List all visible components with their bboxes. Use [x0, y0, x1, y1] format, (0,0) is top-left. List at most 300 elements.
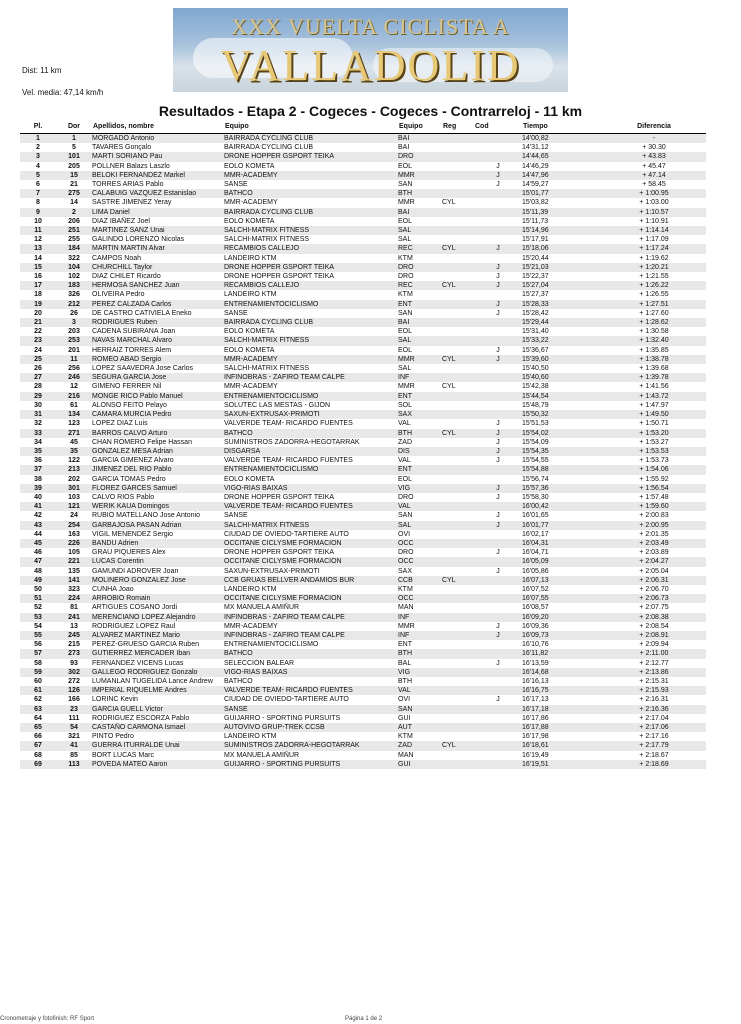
cell-position: 1 — [20, 134, 56, 144]
cell-team: GUIJARRO - SPORTING PURSUITS — [224, 760, 398, 769]
cell-rider-name: CHURCHILL Taylor — [92, 263, 224, 272]
cell-position: 16 — [34, 273, 42, 281]
cell-position: 10 — [34, 217, 42, 225]
table-row — [20, 300, 706, 309]
cell-time: 15'18,06 — [522, 244, 602, 253]
average-speed: Vel. media: 47,14 km/h — [22, 88, 104, 97]
cell-bib: 301 — [56, 484, 92, 493]
cell-team: VALVERDE TEAM- RICARDO FUENTES — [224, 686, 398, 695]
cell-time: 15'56,74 — [522, 475, 549, 483]
cell-team: EOLO KOMETA — [224, 162, 275, 170]
cell-code: J — [474, 171, 522, 180]
cell-position: 26 — [34, 365, 42, 373]
cell-position: 67 — [20, 741, 56, 750]
cell-position: 18 — [34, 291, 42, 299]
cell-bib: 213 — [56, 465, 92, 474]
table-row — [20, 475, 706, 484]
cell-bib: 326 — [68, 291, 80, 299]
cell-team-code: VAL — [398, 457, 411, 465]
cell-region — [442, 254, 474, 263]
cell-team-code: MMR — [398, 383, 415, 391]
cell-position: 42 — [34, 512, 42, 520]
cell-bib: 321 — [68, 733, 80, 741]
cell-rider-name: SEGURA GARCIA Jose — [92, 373, 224, 382]
cell-time: 16'17,18 — [522, 705, 602, 714]
cell-team-code: BTH — [398, 677, 412, 685]
cell-time: 15'11,39 — [522, 208, 602, 217]
cell-code — [474, 640, 522, 649]
cell-rider-name: MORGADO Antonio — [92, 134, 224, 144]
cell-team: MMR-ACADEMY — [224, 383, 278, 391]
cell-region — [442, 465, 474, 474]
cell-time: 15'33,22 — [522, 336, 602, 345]
cell-time: 15'27,04 — [522, 281, 602, 290]
cell-region — [442, 530, 474, 539]
col-header-team: Equipo — [224, 121, 398, 134]
cell-time: 16'14,68 — [522, 668, 602, 677]
table-row — [20, 695, 706, 704]
cell-team-code: MMR — [398, 622, 415, 630]
cell-bib: 184 — [56, 244, 92, 253]
cell-team-code: KTM — [398, 291, 413, 299]
cell-team: BAIRRADA CYCLING CLUB — [224, 144, 314, 152]
cell-gap: + 2:07.75 — [639, 604, 669, 612]
table-row — [20, 539, 706, 548]
cell-code — [474, 649, 522, 658]
cell-position: 50 — [34, 585, 42, 593]
cell-gap: + 2:16.31 — [639, 696, 669, 704]
cell-time: 15'57,36 — [522, 484, 602, 493]
cell-team-code: ENT — [398, 641, 412, 649]
cell-bib: 104 — [56, 263, 92, 272]
cell-bib: 203 — [68, 328, 80, 336]
table-row — [20, 686, 706, 695]
cell-time: 14'00,82 — [522, 134, 602, 144]
cell-time: 15'54,88 — [522, 465, 602, 474]
cell-time: 15'40,50 — [522, 365, 549, 373]
cell-code: J — [496, 273, 500, 281]
cell-team-code: SAL — [398, 226, 442, 235]
col-header-name: Apellidos, nombre — [92, 121, 224, 134]
cell-rider-name: RODRIGUEZ ESCORZA Pablo — [92, 714, 190, 722]
cell-bib: 45 — [70, 438, 78, 446]
cell-code: J — [496, 438, 500, 446]
cell-rider-name: GIMENO FERRER Nil — [92, 383, 162, 391]
cell-gap: + 1:26.22 — [602, 281, 706, 290]
cell-bib: 24 — [70, 512, 78, 520]
table-row — [20, 622, 706, 631]
cell-rider-name: DE CASTRO CATIVIELA Eneko — [92, 309, 192, 317]
cell-bib: 123 — [68, 420, 80, 428]
cell-position: 59 — [20, 668, 56, 677]
cell-team: BATHCO — [224, 429, 398, 438]
cell-team-code: DRO — [398, 549, 414, 557]
cell-time: 15'54,02 — [522, 429, 602, 438]
table-row — [20, 751, 706, 760]
cell-bib: 166 — [68, 696, 80, 704]
cell-region — [442, 548, 474, 557]
cell-rider-name: LOPEZ SAAVEDRA Jose Carlos — [92, 365, 194, 373]
cell-code — [474, 613, 522, 622]
cell-bib: 323 — [68, 585, 80, 593]
cell-gap: + 2:17.06 — [602, 723, 706, 732]
cell-position: 35 — [20, 447, 56, 456]
cell-region — [442, 521, 474, 530]
cell-code — [474, 392, 522, 401]
cell-rider-name: ALONSO FEITO Pelayo — [92, 401, 167, 409]
cell-gap: + 58.45 — [642, 181, 666, 189]
cell-position: 63 — [20, 705, 56, 714]
cell-gap: + 2:18.67 — [639, 751, 669, 759]
cell-region — [442, 723, 474, 732]
cell-region — [442, 484, 474, 493]
cell-bib: 12 — [70, 383, 78, 391]
cell-position: 8 — [36, 199, 40, 207]
cell-bib: 141 — [56, 576, 92, 585]
cell-rider-name: FERNANDEZ VICENS Lucas — [92, 659, 184, 667]
cell-code: J — [496, 493, 500, 501]
cell-bib: 93 — [70, 659, 78, 667]
cell-region — [442, 263, 474, 272]
cell-team-code: KTM — [398, 585, 413, 593]
cell-position: 2 — [36, 144, 40, 152]
cell-region — [442, 649, 474, 658]
cell-position: 47 — [20, 557, 56, 566]
cell-bib: 245 — [56, 631, 92, 640]
cell-rider-name: MARTI SORIANO Pau — [92, 152, 224, 161]
cell-time: 15'39,60 — [522, 355, 602, 364]
cell-position: 64 — [34, 714, 42, 722]
cell-code — [474, 714, 522, 723]
cell-rider-name: ARROBIO Romain — [92, 594, 224, 603]
cell-team-code: BTH — [398, 649, 442, 658]
cell-position: 68 — [34, 751, 42, 759]
cell-region — [442, 613, 474, 622]
cell-gap: + 1:43.72 — [602, 392, 706, 401]
cell-position: 53 — [20, 613, 56, 622]
cell-team-code: DRO — [398, 273, 414, 281]
cell-code: J — [496, 696, 500, 704]
cell-region — [442, 686, 474, 695]
cell-bib: 206 — [68, 217, 80, 225]
cell-team: VIGO-RIAS BAIXAS — [224, 484, 398, 493]
cell-gap: + 1:00.95 — [602, 189, 706, 198]
cell-gap: + 1:55.92 — [639, 475, 669, 483]
cell-rider-name: ALVAREZ MARTINEZ Mario — [92, 631, 224, 640]
cell-bib: 212 — [56, 300, 92, 309]
cell-code — [474, 751, 522, 760]
cell-gap: + 1:17.24 — [602, 244, 706, 253]
cell-region — [442, 410, 474, 419]
cell-position: 20 — [34, 309, 42, 317]
cell-region: CYL — [442, 355, 474, 364]
banner-title-main: VALLADOLID — [220, 41, 521, 90]
cell-bib: 255 — [68, 236, 80, 244]
cell-code — [474, 217, 522, 226]
cell-position: 3 — [20, 152, 56, 161]
cell-bib: 224 — [56, 594, 92, 603]
cell-team-code: SAL — [398, 521, 442, 530]
cell-team-code: KTM — [398, 733, 413, 741]
cell-team: MMR-ACADEMY — [224, 622, 278, 630]
cell-time: 15'03,82 — [522, 199, 549, 207]
cell-team-code: EOL — [398, 162, 413, 170]
table-row — [20, 180, 706, 189]
cell-gap: + 2:05.04 — [639, 567, 669, 575]
cell-code — [474, 585, 522, 594]
cell-region — [442, 456, 474, 465]
cell-bib: 271 — [56, 429, 92, 438]
cell-team: BAIRRADA CYCLING CLUB — [224, 134, 398, 144]
cell-bib: 272 — [68, 677, 80, 685]
cell-time: 16'11,82 — [522, 649, 602, 658]
cell-rider-name: BORT LUCAS Marc — [92, 751, 154, 759]
cell-team-code: BAL — [398, 659, 412, 667]
cell-bib: 61 — [70, 401, 78, 409]
results-title: Resultados - Etapa 2 - Cogeces - Cogeces - Contrarreloj - 11 km — [158, 103, 583, 119]
cell-gap: + 1:35.85 — [639, 346, 669, 354]
cell-time: 14'44,65 — [522, 152, 602, 161]
cell-team-code: DIS — [398, 447, 442, 456]
cell-team-code: ENT — [398, 300, 442, 309]
cell-position: 37 — [20, 465, 56, 474]
cell-bib: 21 — [70, 181, 78, 189]
cell-code — [474, 530, 522, 539]
cell-position: 7 — [20, 189, 56, 198]
cell-time: 15'51,53 — [522, 420, 549, 428]
table-row — [20, 530, 706, 539]
cell-team: EOLO KOMETA — [224, 346, 275, 354]
cell-time: 16'16,13 — [522, 677, 549, 685]
cell-team: EOLO KOMETA — [224, 328, 275, 336]
cell-gap: + 2:17.16 — [639, 733, 669, 741]
cell-time: 15'36,67 — [522, 346, 549, 354]
cell-position: 40 — [34, 493, 42, 501]
footer-credit: Cronometraje y fotofinish: RF Sport — [0, 1016, 95, 1022]
table-row — [20, 521, 706, 530]
cell-region — [442, 300, 474, 309]
cell-team-code: EOL — [398, 217, 413, 225]
cell-rider-name: WERIK KAUA Domingos — [92, 502, 224, 511]
cell-gap: + 1:54.06 — [602, 465, 706, 474]
cell-region — [442, 217, 474, 226]
cell-position: 65 — [20, 723, 56, 732]
cell-code: J — [474, 355, 522, 364]
cell-region — [442, 677, 474, 686]
cell-time: 15'42,38 — [522, 383, 549, 391]
table-row — [20, 263, 706, 272]
cell-rider-name: MARTINEZ SANZ Unai — [92, 226, 224, 235]
cell-bib: 105 — [68, 549, 80, 557]
cell-code: J — [474, 631, 522, 640]
table-row — [20, 355, 706, 364]
table-row — [20, 235, 706, 244]
cell-time: 15'20,44 — [522, 254, 549, 262]
cell-code — [474, 152, 522, 161]
cell-region: CYL — [442, 244, 474, 253]
table-row — [20, 557, 706, 566]
cell-time: 15'44,54 — [522, 392, 602, 401]
cell-rider-name: JIMENEZ DEL RIO Pablo — [92, 465, 224, 474]
cell-team-code: DRO — [398, 493, 414, 501]
table-row — [20, 318, 706, 327]
cell-team: MX MANUELA AMIÑUR — [224, 604, 300, 612]
cell-rider-name: LUMANLAN TUGELIDA Lance Andrew — [92, 677, 213, 685]
cell-team: INFINOBRAS - ZAFIRO TEAM CALPE — [224, 631, 398, 640]
cell-time: 15'50,32 — [522, 410, 602, 419]
cell-region — [442, 695, 474, 704]
cell-team: ENTRENAMIENTOCICLISMO — [224, 392, 398, 401]
cell-position: 54 — [34, 622, 42, 630]
cell-region — [442, 659, 474, 668]
cell-region — [442, 539, 474, 548]
cell-code — [474, 557, 522, 566]
col-header-diff: Diferencia — [602, 121, 706, 134]
cell-code: J — [474, 263, 522, 272]
cell-position: 25 — [20, 355, 56, 364]
table-row — [20, 447, 706, 456]
cell-region — [442, 585, 474, 594]
cell-bib: 201 — [68, 346, 80, 354]
table-row — [20, 456, 706, 465]
cell-position: 38 — [34, 475, 42, 483]
cell-team: EOLO KOMETA — [224, 217, 275, 225]
cell-code: J — [474, 244, 522, 253]
table-row — [20, 198, 706, 207]
cell-time: 16'07,13 — [522, 576, 602, 585]
cell-gap: + 2:03.89 — [639, 549, 669, 557]
cell-team-code: SAN — [398, 309, 413, 317]
cell-region — [442, 226, 474, 235]
cell-team-code: AUT — [398, 723, 442, 732]
cell-bib: 15 — [56, 171, 92, 180]
table-row — [20, 134, 706, 144]
cell-time: 15'48,79 — [522, 401, 549, 409]
cell-gap: + 2:08.54 — [639, 622, 669, 630]
col-header-team-code: Equipo — [398, 121, 442, 134]
cell-team: LANDEIRO KTM — [224, 254, 277, 262]
cell-time: 16'04,71 — [522, 549, 549, 557]
cell-team: MMR-ACADEMY — [224, 355, 398, 364]
cell-bib: 85 — [70, 751, 78, 759]
cell-bib: 215 — [68, 641, 80, 649]
cell-gap: + 1:27.60 — [639, 309, 669, 317]
table-row — [20, 585, 706, 594]
cell-position: 60 — [34, 677, 42, 685]
cell-team-code: INF — [398, 373, 442, 382]
cell-bib: 135 — [68, 567, 80, 575]
cell-time: 14'31,12 — [522, 144, 549, 152]
cell-rider-name: POLLNER Balazs Laszlo — [92, 162, 170, 170]
cell-time: 15'40,60 — [522, 373, 602, 382]
cell-team-code: BAI — [398, 318, 442, 327]
cell-rider-name: MARTIN MARTIN Alvar — [92, 244, 224, 253]
cell-region — [442, 327, 474, 336]
cell-bib: 126 — [56, 686, 92, 695]
cell-time: 16'17,13 — [522, 696, 549, 704]
cell-position: 45 — [20, 539, 56, 548]
cell-time: 16'09,73 — [522, 631, 602, 640]
cell-gap: + 1:03.00 — [639, 199, 669, 207]
cell-team-code: BAI — [398, 208, 442, 217]
table-row — [20, 309, 706, 318]
cell-team-code: ZAD — [398, 741, 442, 750]
cell-region — [442, 475, 474, 484]
cell-team-code: BAI — [398, 134, 442, 144]
cell-rider-name: CADENA SUBIRANA Joan — [92, 328, 176, 336]
cell-gap: + 2:06.31 — [602, 576, 706, 585]
cell-region — [442, 272, 474, 281]
cell-team-code: OVI — [398, 696, 411, 704]
cell-code — [474, 410, 522, 419]
cell-rider-name: GARCIA TOMAS Pedro — [92, 475, 166, 483]
cell-position: 23 — [20, 336, 56, 345]
table-row — [20, 659, 706, 668]
cell-team-code: EOL — [398, 475, 413, 483]
cell-gap: + 2:00.83 — [639, 512, 669, 520]
cell-time: 16'07,55 — [522, 594, 602, 603]
cell-team: SALCHI-MATRIX FITNESS — [224, 521, 398, 530]
cell-bib: 102 — [68, 273, 80, 281]
cell-bib: 256 — [68, 365, 80, 373]
cell-rider-name: ARTIGUES COSANO Jordi — [92, 604, 178, 612]
cell-team-code: GUI — [398, 760, 442, 769]
cell-team: MMR-ACADEMY — [224, 199, 278, 207]
table-row — [20, 429, 706, 438]
cell-region — [442, 419, 474, 428]
table-row — [20, 244, 706, 253]
cell-position: 36 — [34, 457, 42, 465]
cell-code: J — [474, 281, 522, 290]
cell-gap: + 1:41.56 — [639, 383, 669, 391]
cell-region — [442, 557, 474, 566]
cell-gap: + 1:38.78 — [602, 355, 706, 364]
cell-team: SAXUN-EXTRUSAX-PRIMOTI — [224, 567, 320, 575]
cell-region: CYL — [442, 383, 456, 391]
cell-time: 16'05,09 — [522, 557, 602, 566]
cell-region: CYL — [442, 429, 474, 438]
cell-region: CYL — [442, 199, 456, 207]
cell-gap: + 1:59.60 — [602, 502, 706, 511]
cell-position: 30 — [34, 401, 42, 409]
cell-gap: + 2:08.91 — [602, 631, 706, 640]
cell-position: 17 — [20, 281, 56, 290]
cell-rider-name: DIAZ CHILET Ricardo — [92, 273, 161, 281]
cell-code — [474, 382, 522, 391]
cell-region — [442, 318, 474, 327]
cell-rider-name: FLOREZ GARCES Samuel — [92, 484, 224, 493]
cell-code — [474, 254, 522, 263]
cell-time: 15'17,91 — [522, 236, 549, 244]
results-table — [20, 121, 706, 769]
cell-region — [442, 668, 474, 677]
cell-team: SALCHI-MATRIX FITNESS — [224, 236, 310, 244]
cell-team-code: MMR — [398, 171, 442, 180]
cell-rider-name: GARCIA GUELL Victor — [92, 705, 224, 714]
cell-rider-name: CALABUIG VAZQUEZ Estanislao — [92, 189, 224, 198]
cell-team: DISGARSA — [224, 447, 398, 456]
table-row — [20, 392, 706, 401]
cell-region — [442, 235, 474, 244]
cell-position: 58 — [34, 659, 42, 667]
cell-rider-name: LUCAS Corentin — [92, 557, 224, 566]
cell-gap: + 1:19.62 — [639, 254, 669, 262]
cell-position: 15 — [20, 263, 56, 272]
cell-team: SELECCIÓN BALEAR — [224, 659, 295, 667]
cell-team-code: DRO — [398, 152, 442, 161]
table-row — [20, 162, 706, 171]
cell-time: 16'05,86 — [522, 567, 549, 575]
